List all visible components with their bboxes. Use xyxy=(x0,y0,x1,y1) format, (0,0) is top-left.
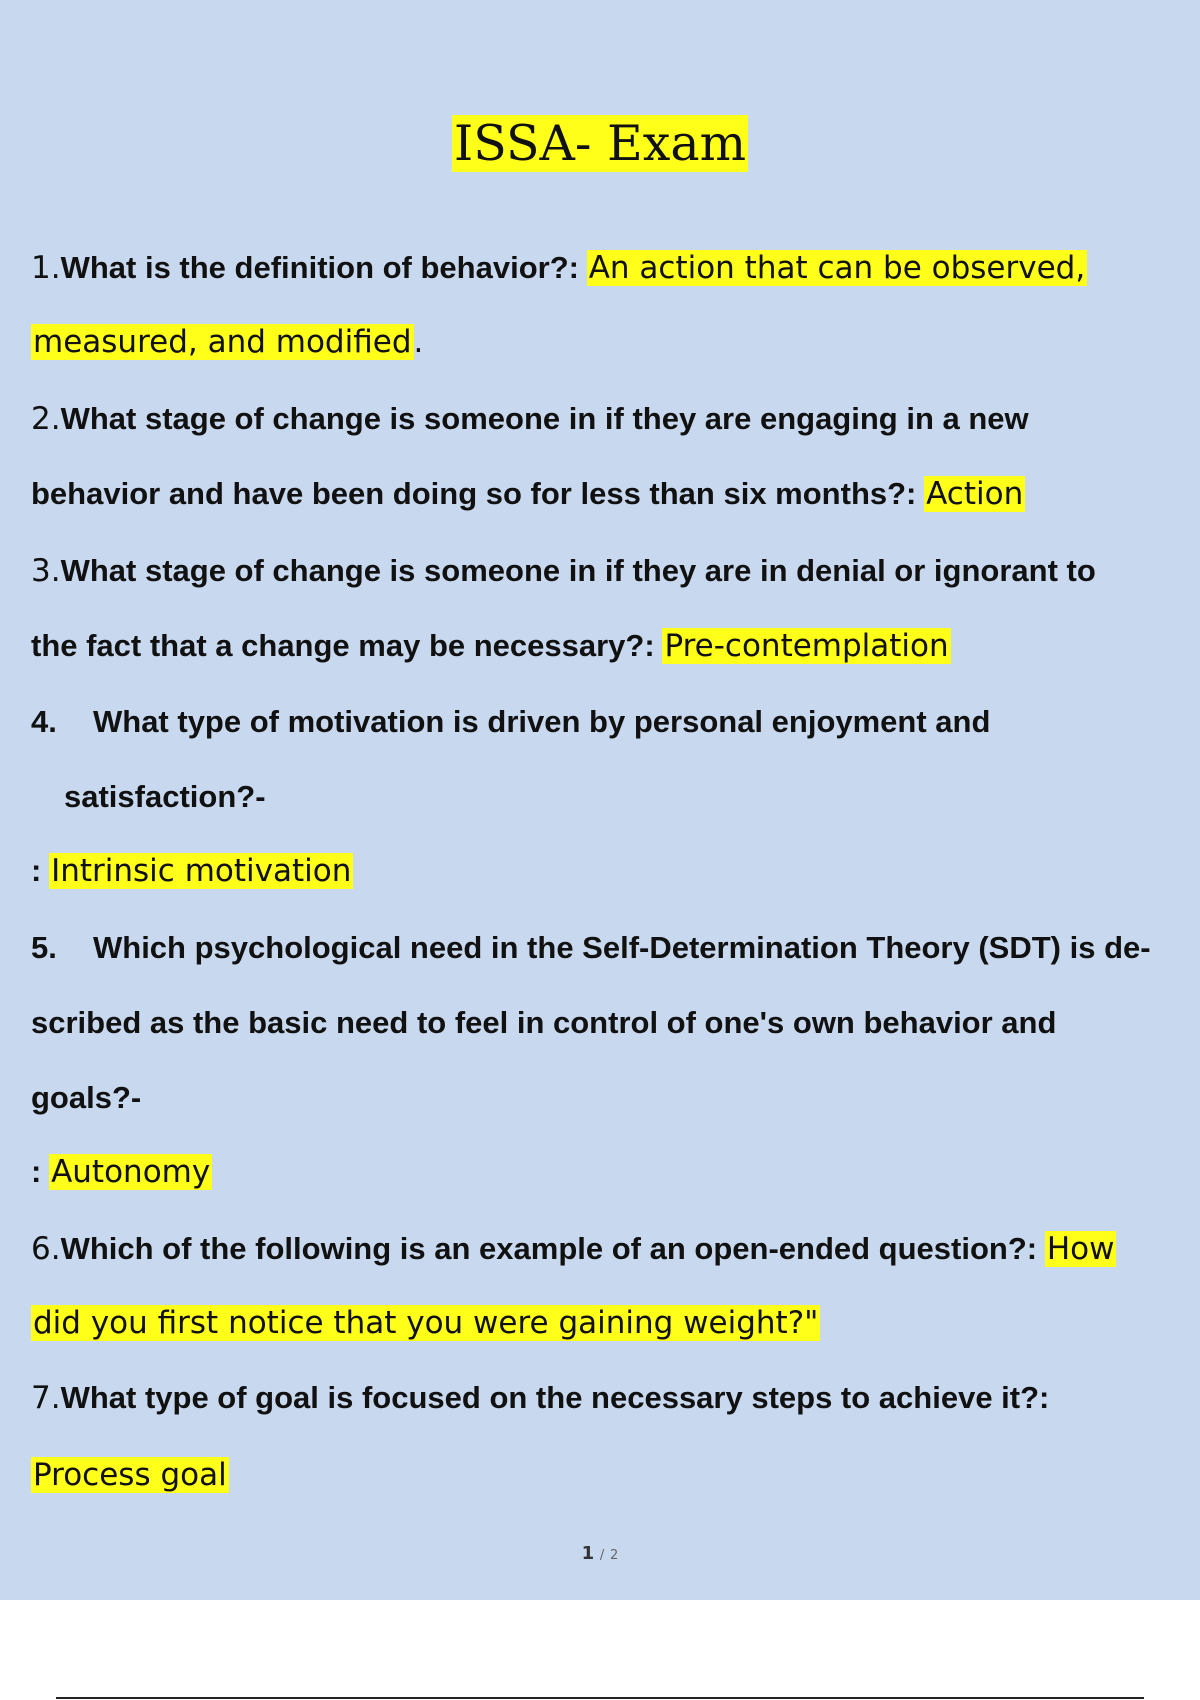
question-5-number: 5. xyxy=(31,930,57,965)
question-1-number: 1. xyxy=(31,250,61,286)
question-4-number: 4. xyxy=(31,704,57,739)
next-page-top-rule xyxy=(56,1697,1144,1699)
question-2-line-1 xyxy=(31,399,1029,439)
question-1-text: What is the definition of behavior?: xyxy=(60,250,579,285)
page-total: 2 xyxy=(610,1548,619,1563)
question-3-number: 3. xyxy=(31,553,61,589)
question-5-text-part-3: goals?- xyxy=(31,1080,142,1115)
question-4-answer: Intrinsic motivation xyxy=(51,853,352,889)
question-6-answer-part-2: did you first notice that you were gaining weight?" xyxy=(33,1305,819,1341)
document-title xyxy=(0,112,1200,176)
question-2-answer: Action xyxy=(926,476,1024,512)
question-3-line-1 xyxy=(31,551,1096,591)
question-5-line-3 xyxy=(31,1078,141,1118)
question-2-text-part-2: behavior and have been doing so for less than six months?: xyxy=(31,476,917,511)
question-6-answer-part-1: How xyxy=(1046,1231,1115,1267)
question-5-answer-line xyxy=(31,1152,212,1192)
question-7-line-1 xyxy=(31,1378,1049,1418)
question-3-text-part-2: the fact that a change may be necessary?: xyxy=(31,628,655,663)
question-2-number: 2. xyxy=(31,401,61,437)
question-4-text-part-1: What type of motivation is driven by personal enjoyment and xyxy=(93,704,991,739)
question-4-answer-line xyxy=(31,851,353,891)
question-6-number: 6. xyxy=(31,1231,61,1267)
question-3-text-part-1: What stage of change is someone in if they are in denial or ignorant to xyxy=(60,553,1096,588)
question-5-answer-prefix: : xyxy=(31,1154,42,1189)
question-6-text: Which of the following is an example of an open-ended question?: xyxy=(60,1231,1038,1266)
question-3-answer: Pre-contemplation xyxy=(664,628,949,664)
question-1-answer-period: . xyxy=(413,324,424,360)
question-5-text-part-1: Which psychological need in the Self-Determination Theory (SDT) is de- xyxy=(93,930,1151,965)
question-1-line-1 xyxy=(31,248,1087,288)
question-6-line-2 xyxy=(31,1303,820,1343)
question-2-line-2 xyxy=(31,474,1025,514)
question-5-line-2 xyxy=(31,1003,1056,1043)
question-7-number: 7. xyxy=(31,1380,61,1416)
question-6-line-1 xyxy=(31,1229,1116,1269)
question-7-answer: Process goal xyxy=(33,1457,227,1493)
page-indicator xyxy=(0,1543,1200,1564)
question-5-text-part-2: scribed as the basic need to feel in control of one's own behavior and xyxy=(31,1005,1057,1040)
question-4-line-2 xyxy=(64,777,266,817)
question-3-line-2 xyxy=(31,626,951,666)
question-1-line-2 xyxy=(31,322,423,362)
page-separator: / xyxy=(599,1548,605,1563)
question-4-answer-prefix: : xyxy=(31,853,42,888)
question-5-line-1 xyxy=(31,928,1151,968)
question-7-line-2 xyxy=(31,1455,229,1495)
question-1-answer-part-2: measured, and modified xyxy=(33,324,412,360)
question-7-text: What type of goal is focused on the necessary steps to achieve it?: xyxy=(60,1380,1050,1415)
question-1-answer-part-1: An action that can be observed, xyxy=(588,250,1086,286)
question-2-text-part-1: What stage of change is someone in if they are engaging in a new xyxy=(60,401,1029,436)
question-4-line-1 xyxy=(31,702,990,742)
page-current: 1 xyxy=(581,1543,595,1564)
document-title-text: ISSA- Exam xyxy=(453,115,747,172)
question-5-answer: Autonomy xyxy=(51,1154,211,1190)
question-4-text-part-2: satisfaction?- xyxy=(64,779,266,814)
